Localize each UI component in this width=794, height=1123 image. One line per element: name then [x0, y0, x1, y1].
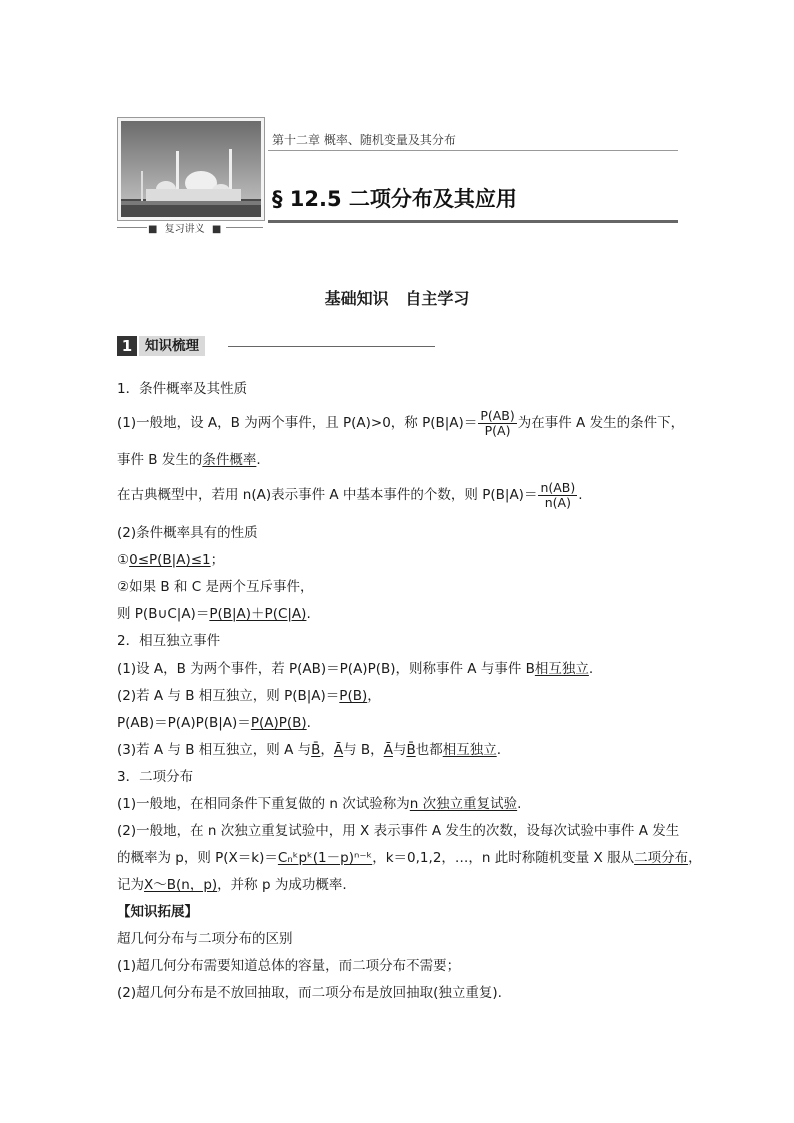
paragraph-5: ②如果 B 和 C 是两个互斥事件，	[117, 579, 314, 595]
header-badge: ■ 复习讲义 ■	[148, 224, 222, 235]
answer-notation: X～B(n，p)	[144, 877, 218, 893]
section-tag-number: 1	[117, 336, 137, 356]
paragraph-1: (1)一般地，设 A，B 为两个事件，且 P(A)>0，称 P(B|A)＝ $\frac{P(AB)}{P(A)}$ 为在事件 A 发生的条件下，	[117, 407, 685, 438]
answer-pb: P(B)	[339, 688, 368, 704]
answer-union-probability: P(B|A)＋P(C|A)	[209, 606, 307, 622]
answer-pa-pb: P(A)P(B)	[250, 715, 307, 731]
answer-binomial-formula: Cₙᵏpᵏ(1－p)ⁿ⁻ᵏ	[277, 850, 373, 866]
fraction-conditional: $\frac{P(AB)}{P(A)}$	[480, 407, 515, 438]
paragraph-9: P(AB)＝P(A)P(B|A)＝P(A)P(B).	[117, 715, 311, 731]
paragraph-1b: 事件 B 发生的条件概率.	[117, 452, 261, 468]
heading-2: 2．相互独立事件	[117, 633, 221, 649]
paragraph-14: 记为X～B(n，p)，并称 p 为成功概率.	[117, 877, 347, 893]
answer-conditional-probability: 条件概率	[202, 452, 257, 468]
paragraph-3: (2)条件概率具有的性质	[117, 525, 258, 541]
chapter-divider	[268, 150, 678, 151]
paragraph-2: 在古典概型中，若用 n(A)表示事件 A 中基本事件的个数，则 P(B|A)＝ $\frac{n(AB)}{n(A)}$ .	[117, 479, 583, 510]
chapter-label: 第十二章 概率、随机变量及其分布	[272, 133, 456, 147]
paragraph-4: ①0≤P(B|A)≤1；	[117, 552, 225, 568]
paragraph-11: (1)一般地，在相同条件下重复做的 n 次试验称为n 次独立重复试验.	[117, 796, 522, 812]
section-title-underline	[268, 220, 678, 223]
answer-independent-trials: n 次独立重复试验	[409, 796, 518, 812]
heading-1: 1．条件概率及其性质	[117, 381, 248, 397]
badge-left-square: ■	[148, 224, 158, 235]
section-title: § 12.5 二项分布及其应用	[272, 187, 517, 211]
paragraph-6: 则 P(B∪C|A)＝P(B|A)＋P(C|A).	[117, 606, 311, 622]
answer-b-complement-2: B̄	[406, 742, 416, 758]
answer-binomial-distribution: 二项分布	[634, 850, 689, 866]
answer-b-complement: B̄	[311, 742, 321, 758]
extension-line-3: (2)超几何分布是不放回抽取，而二项分布是放回抽取(独立重复).	[117, 985, 502, 1001]
heading-3: 3．二项分布	[117, 769, 194, 785]
paragraph-13: 的概率为 p，则 P(X＝k)＝Cₙᵏpᵏ(1－p)ⁿ⁻ᵏ，k＝0,1,2，…，n 此时称随机变量 X 服从二项分布，	[117, 850, 702, 866]
mosque-photo	[121, 121, 261, 217]
answer-independent: 相互独立	[534, 661, 589, 677]
paragraph-7: (1)设 A，B 为两个事件，若 P(AB)＝P(A)P(B)，则称事件 A 与事件 B相互独立.	[117, 661, 594, 677]
badge-line-right	[226, 227, 263, 228]
answer-mutually-independent: 相互独立	[442, 742, 497, 758]
section-tag	[117, 336, 205, 356]
paragraph-10: (3)若 A 与 B 相互独立，则 A 与B̄，Ā与 B，Ā与B̄也都相互独立.	[117, 742, 501, 758]
extension-line-2: (1)超几何分布需要知道总体的容量，而二项分布不需要；	[117, 958, 461, 974]
answer-probability-range: 0≤P(B|A)≤1	[129, 552, 211, 568]
answer-a-complement: Ā	[333, 742, 344, 758]
main-heading: 基础知识 自主学习	[324, 289, 470, 308]
badge-line-left	[117, 227, 147, 228]
header-image-frame	[117, 117, 265, 221]
section-tag-line	[228, 346, 435, 347]
section-tag-label: 知识梳理	[139, 336, 205, 356]
extension-title: 【知识拓展】	[117, 904, 198, 920]
paragraph-8: (2)若 A 与 B 相互独立，则 P(B|A)＝P(B)，	[117, 688, 381, 704]
answer-a-complement-2: Ā	[383, 742, 393, 758]
paragraph-12: (2)一般地，在 n 次独立重复试验中，用 X 表示事件 A 发生的次数，设每次试验中事件 A 发生	[117, 823, 680, 839]
extension-line-1: 超几何分布与二项分布的区别	[117, 931, 293, 947]
badge-right-square: ■	[211, 224, 222, 235]
fraction-classical: $\frac{n(AB)}{n(A)}$	[540, 479, 576, 510]
